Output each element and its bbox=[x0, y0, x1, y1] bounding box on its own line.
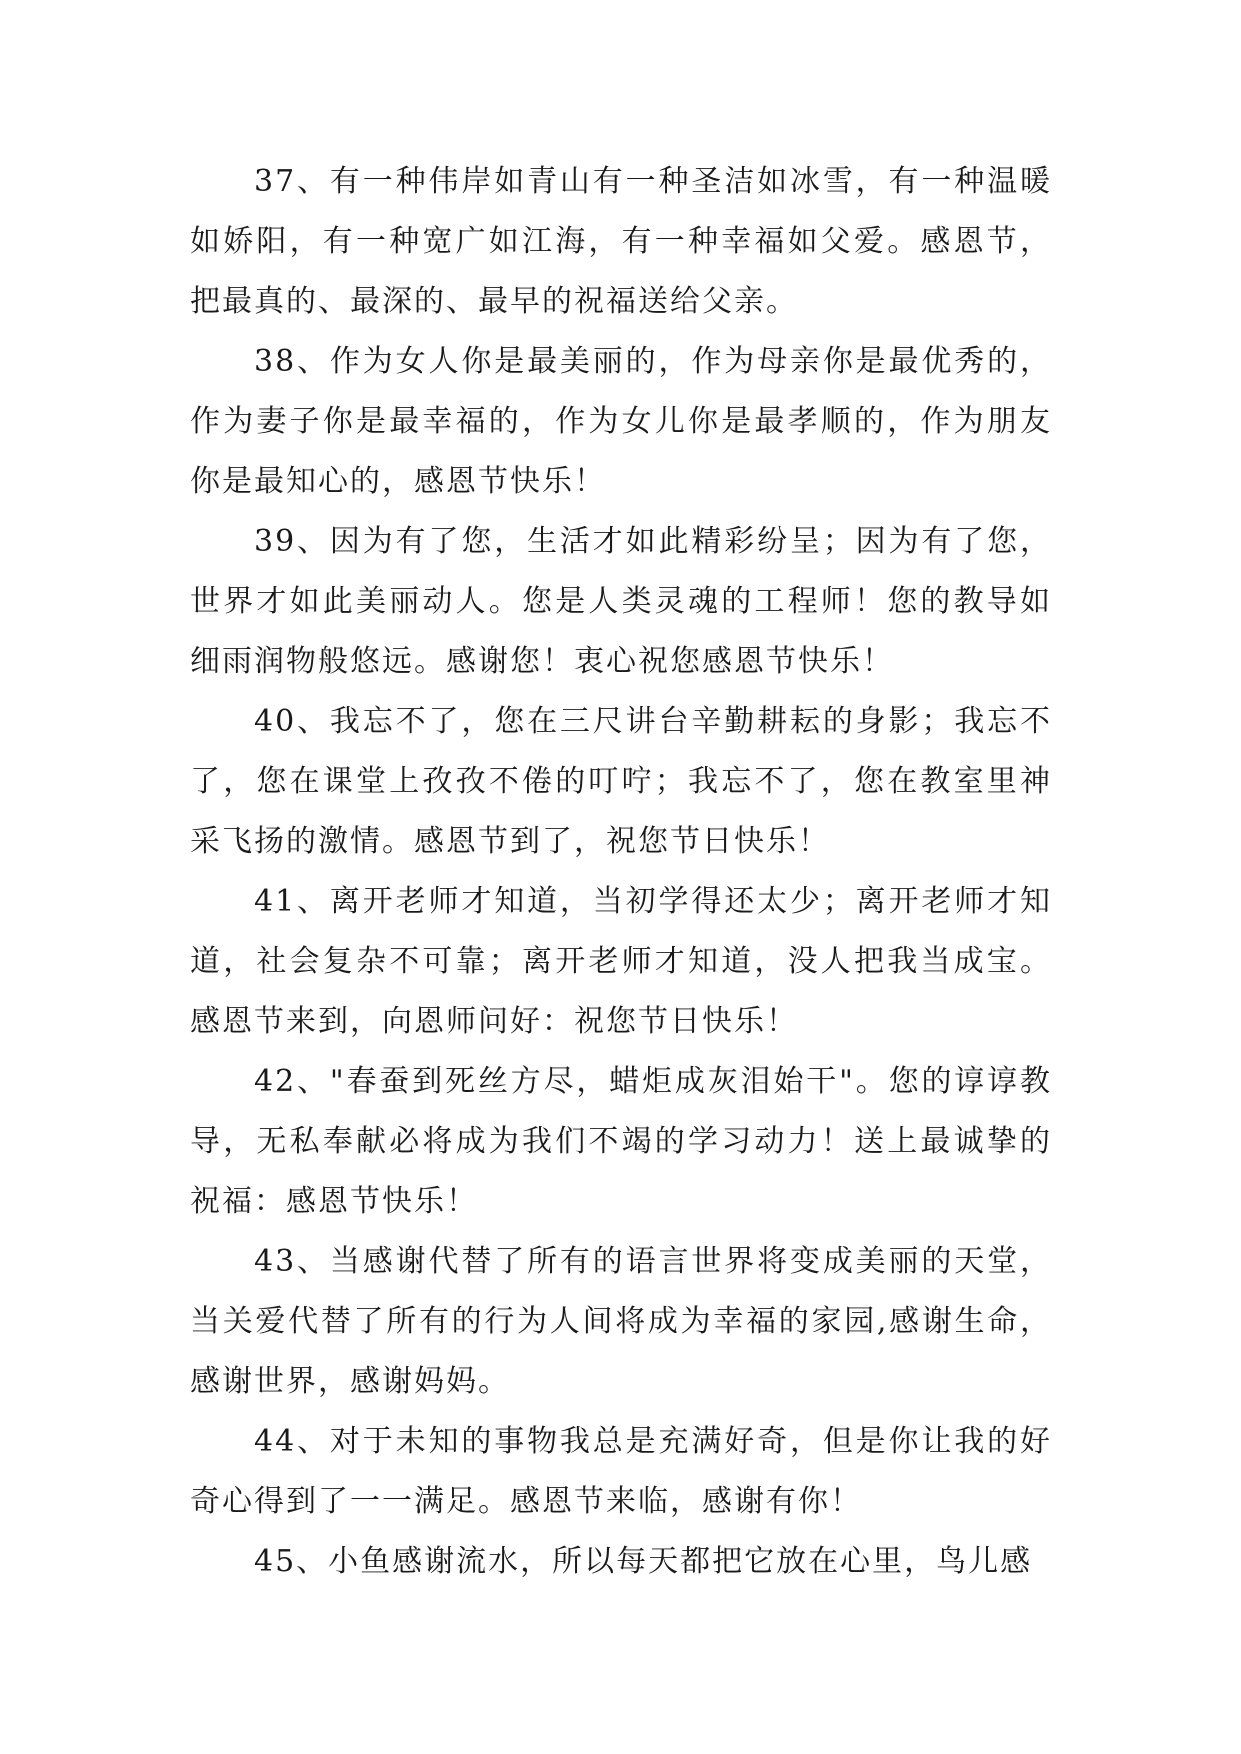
paragraph-45: 45、小鱼感谢流水，所以每天都把它放在心里，鸟儿感 bbox=[254, 1544, 1033, 1579]
document-body bbox=[190, 152, 1052, 1592]
paragraph-41: 41、离开老师才知道，当初学得还太少；离开老师才知道，社会复杂不可靠；离开老师才知道，没人把我当成宝。感恩节来到，向恩师问好：祝您节日快乐！ bbox=[190, 884, 1052, 1039]
paragraph-40: 40、我忘不了，您在三尺讲台辛勤耕耘的身影；我忘不了，您在课堂上孜孜不倦的叮咛；我忘不了，您在教室里神采飞扬的激情。感恩节到了，祝您节日快乐！ bbox=[190, 704, 1052, 859]
paragraph-44: 44、对于未知的事物我总是充满好奇，但是你让我的好奇心得到了一一满足。感恩节来临，感谢有你！ bbox=[190, 1424, 1052, 1519]
paragraph-43: 43、当感谢代替了所有的语言世界将变成美丽的天堂，当关爱代替了所有的行为人间将成为幸福的家园,感谢生命，感谢世界，感谢妈妈。 bbox=[190, 1244, 1052, 1399]
paragraph-37: 37、有一种伟岸如青山有一种圣洁如冰雪，有一种温暖如娇阳，有一种宽广如江海，有一种幸福如父爱。感恩节，把最真的、最深的、最早的祝福送给父亲。 bbox=[190, 164, 1052, 319]
paragraph-38: 38、作为女人你是最美丽的，作为母亲你是最优秀的，作为妻子你是最幸福的，作为女儿你是最孝顺的，作为朋友你是最知心的，感恩节快乐！ bbox=[190, 344, 1052, 499]
paragraph-39: 39、因为有了您，生活才如此精彩纷呈；因为有了您，世界才如此美丽动人。您是人类灵魂的工程师！您的教导如细雨润物般悠远。感谢您！衷心祝您感恩节快乐！ bbox=[190, 524, 1052, 679]
paragraph-42: 42、"春蚕到死丝方尽，蜡炬成灰泪始干"。您的谆谆教导，无私奉献必将成为我们不竭的学习动力！送上最诚挚的祝福：感恩节快乐！ bbox=[190, 1064, 1052, 1219]
